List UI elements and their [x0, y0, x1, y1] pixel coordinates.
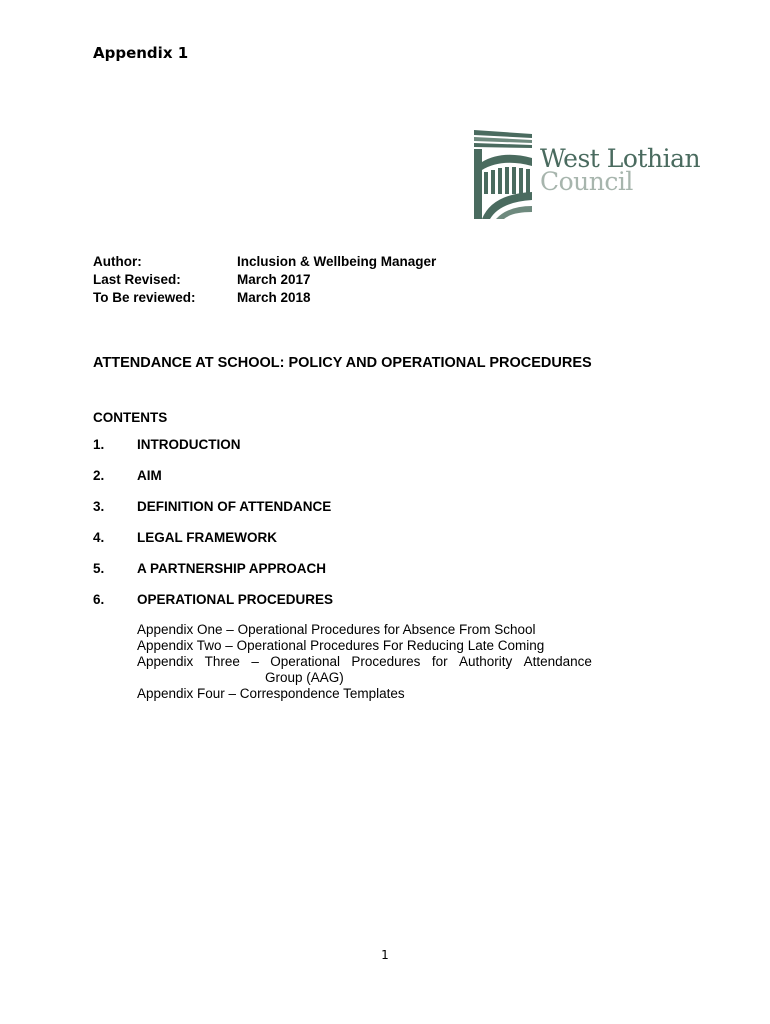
contents-heading: CONTENTS [93, 410, 168, 425]
logo-line-west-lothian: West Lothian [540, 144, 701, 173]
toc-item [93, 499, 333, 530]
meta-row-last-revised [93, 271, 436, 289]
toc-item [93, 437, 333, 468]
toc-number: 1. [93, 437, 105, 452]
toc-item [93, 561, 333, 592]
toc-title: A PARTNERSHIP APPROACH [137, 561, 327, 576]
page-number: 1 [381, 948, 389, 962]
toc-number: 6. [93, 592, 105, 607]
appendix-three [137, 654, 592, 670]
meta-row-review [93, 289, 436, 307]
toc-item [93, 592, 333, 623]
review-value: March 2018 [237, 290, 311, 305]
logo-line-council: Council [540, 167, 633, 196]
last-revised-label: Last Revised: [93, 272, 181, 287]
viaduct-emblem-icon [472, 128, 534, 220]
toc-item [93, 468, 333, 499]
toc-number: 5. [93, 561, 105, 576]
appendix-three-word: Three [204, 654, 240, 669]
appendix-three-word: for [431, 654, 448, 669]
appendix-four: Appendix Four – Correspondence Templates [137, 686, 405, 701]
appendix-three-word: – [251, 654, 259, 669]
appendix-list [137, 622, 592, 702]
meta-row-author [93, 253, 436, 271]
appendix-three-word: Appendix [137, 654, 194, 669]
toc-title: AIM [137, 468, 162, 483]
review-label: To Be reviewed: [93, 290, 196, 305]
last-revised-value: March 2017 [237, 272, 311, 287]
table-of-contents [93, 437, 333, 623]
toc-title: INTRODUCTION [137, 437, 241, 452]
author-label: Author: [93, 254, 142, 269]
document-metadata [93, 253, 436, 307]
toc-item [93, 530, 333, 561]
appendix-three-word: Authority [458, 654, 513, 669]
toc-title: DEFINITION OF ATTENDANCE [137, 499, 332, 514]
appendix-three-word: Operational [270, 654, 341, 669]
toc-number: 4. [93, 530, 105, 545]
appendix-three-continuation: Group (AAG) [265, 670, 344, 685]
author-value: Inclusion & Wellbeing Manager [237, 254, 437, 269]
toc-title: OPERATIONAL PROCEDURES [137, 592, 334, 607]
toc-title: LEGAL FRAMEWORK [137, 530, 277, 545]
toc-number: 2. [93, 468, 105, 483]
toc-number: 3. [93, 499, 105, 514]
appendix-two: Appendix Two – Operational Procedures For Reducing Late Coming [137, 638, 545, 653]
west-lothian-council-logo [472, 128, 702, 220]
appendix-three-word: Procedures [351, 654, 421, 669]
document-title: ATTENDANCE AT SCHOOL: POLICY AND OPERATIONAL PROCEDURES [93, 355, 592, 371]
appendix-heading: Appendix 1 [93, 44, 189, 62]
appendix-three-word: Attendance [523, 654, 592, 669]
appendix-one: Appendix One – Operational Procedures for Absence From School [137, 622, 536, 637]
